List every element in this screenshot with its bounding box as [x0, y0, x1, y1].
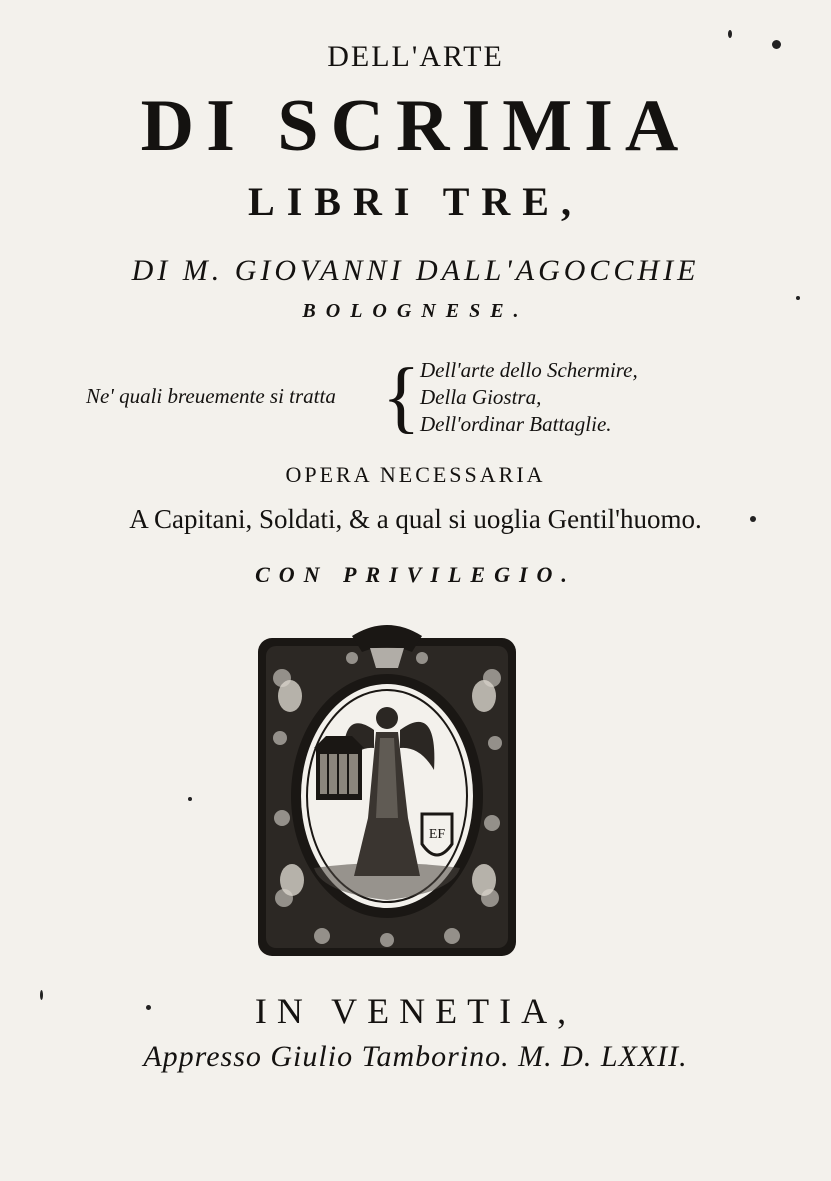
- author-origin-line: BOLOGNESE.: [302, 300, 529, 322]
- title-line-discrimia: DI SCRIMIA: [140, 85, 691, 167]
- curly-brace-icon: {: [382, 353, 421, 441]
- opera-line: OPERA NECESSARIA: [285, 462, 546, 487]
- author-line: DI M. GIOVANNI DALL'AGOCCHIE: [131, 254, 700, 287]
- contents-item: Dell'arte dello Schermire,: [420, 358, 638, 382]
- ink-speck: [146, 1005, 151, 1010]
- ink-speck: [750, 516, 756, 522]
- place-line: IN VENETIA,: [254, 991, 577, 1031]
- title-line-libri-tre: LIBRI TRE,: [248, 179, 583, 224]
- ink-speck: [40, 990, 43, 1000]
- contents-item: Della Giostra,: [420, 385, 542, 409]
- ink-speck: [772, 40, 781, 49]
- contents-list: [420, 357, 638, 438]
- ink-speck: [188, 797, 192, 801]
- device-monogram: EF: [428, 827, 446, 842]
- contents-item: Dell'ordinar Battaglie.: [420, 412, 612, 436]
- contents-intro: Ne' quali breuemente si tratta: [86, 384, 336, 408]
- privilege-line: CON PRIVILEGIO.: [255, 562, 576, 587]
- title-line-dellarte: DELL'ARTE: [327, 40, 504, 73]
- imprint-line: Appresso Giulio Tamborino. M. D. LXXII.: [143, 1040, 688, 1073]
- printers-device-icon: [252, 618, 522, 964]
- ink-speck: [728, 30, 732, 38]
- ink-speck: [796, 296, 800, 300]
- audience-line: A Capitani, Soldati, & a qual si uoglia Gentil'huomo.: [129, 504, 702, 534]
